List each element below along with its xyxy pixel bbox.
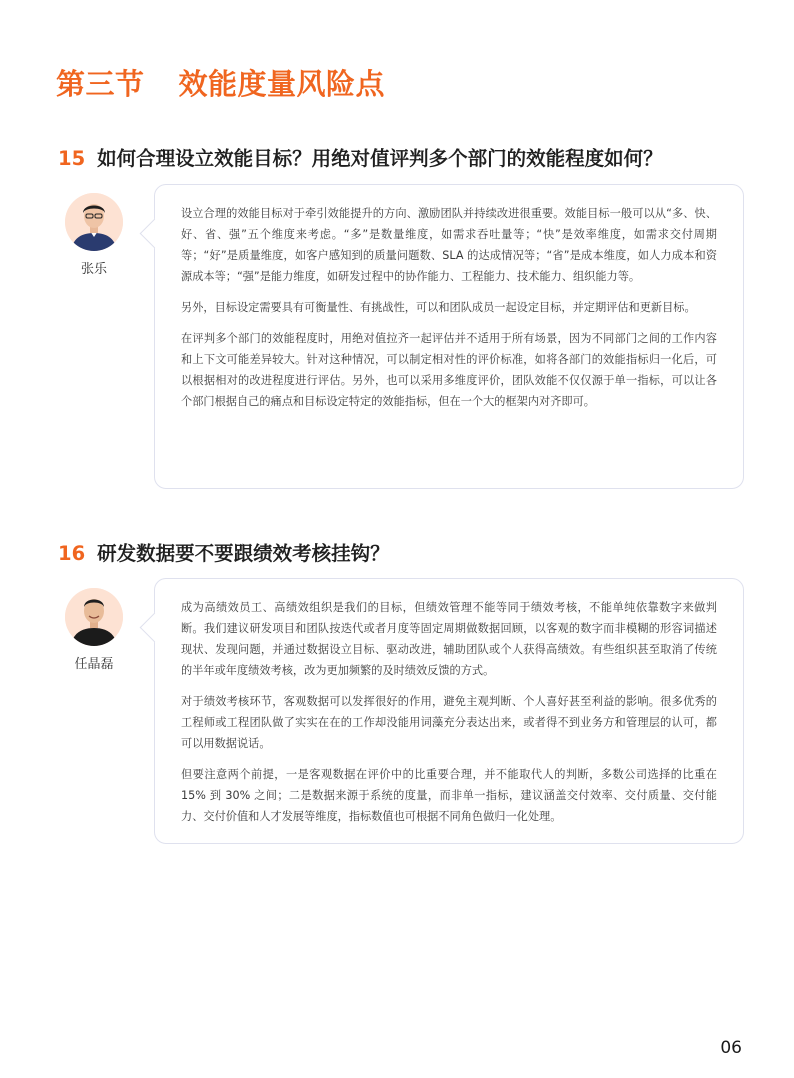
answer-paragraph: 在评判多个部门的效能程度时，用绝对值拉齐一起评估并不适用于所有场景，因为不同部门之间的工作内容和上下文可能差异较大。针对这种情况，可以制定相对性的评价标准，如将各部门的效能指标归一化后，可以根据相对的改进程度进行评估。另外，也可以采用多维度评价，团队效能不仅仅源于单一指标，可以让各个部门根据自己的痛点和目标设定特定的效能指标，但在一个大的框架内对齐即可。 [181,332,717,408]
author-name: 张乐 [80,262,107,277]
question-heading [58,538,390,566]
section-number: 第三节 [56,67,145,101]
page-number: 06 [720,1038,742,1058]
answer-paragraph: 但要注意两个前提，一是客观数据在评价中的比重要合理，并不能取代人的判断，多数公司选择的比重在 15% 到 30% 之间；二是数据来源于系统的度量，而非单一指标，建议涵盖交付效率、交付质量、交付能力、交付价值和人才发展等维度，指标数值也可根据不同角色做归一化处理。 [181,768,717,823]
card-pointer [140,613,170,643]
question-number: 15 [58,147,86,170]
card-pointer [140,219,170,249]
answer-paragraph: 另外，目标设定需要具有可衡量性、有挑战性，可以和团队成员一起设定目标，并定期评估和更新目标。 [181,301,696,314]
author-avatar [65,588,123,646]
author-name: 任晶磊 [74,657,114,672]
section-heading [56,62,385,103]
question-title: 如何合理设立效能目标？用绝对值评判多个部门的效能程度如何？ [97,147,663,170]
answer-paragraph: 成为高绩效员工、高绩效组织是我们的目标，但绩效管理不能等同于绩效考核，不能单纯依靠数字来做判断。我们建议研发项目和团队按迭代或者月度等固定周期做数据回顾，以客观的数字而非模糊的形容词描述现状、发现问题，并通过数据设立目标、驱动改进，辅助团队或个人获得高绩效。有些组织甚至取消了传统的半年或年度绩效考核，改为更加频繁的及时绩效反馈的方式。 [181,601,717,677]
section-title: 效能度量风险点 [178,67,386,101]
question-title: 研发数据要不要跟绩效考核挂钩？ [97,542,390,565]
answer-card [154,184,744,489]
answer-paragraph: 对于绩效考核环节，客观数据可以发挥很好的作用，避免主观判断、个人喜好甚至利益的影响。很多优秀的工程师或工程团队做了实实在在的工作却没能用词藻充分表达出来，或者得不到业务方和管理层的认可，都可以用数据说话。 [181,695,717,750]
question-heading [58,143,663,171]
author-avatar [65,193,123,251]
answer-paragraph: 设立合理的效能目标对于牵引效能提升的方向、激励团队并持续改进很重要。效能目标一般可以从“多、快、好、省、强”五个维度来考虑。“多”是数量维度，如需求吞吐量等；“快”是效率维度，如需求交付周期等；“好”是质量维度，如客户感知到的质量问题数、SLA 的达成情况等；“省”是成本维度，如人力成本和资源成本等；“强”是能力维度，如研发过程中的协作能力、工程能力、技术能力、组织能力等。 [181,207,717,283]
question-number: 16 [58,542,86,565]
answer-card [154,578,744,844]
